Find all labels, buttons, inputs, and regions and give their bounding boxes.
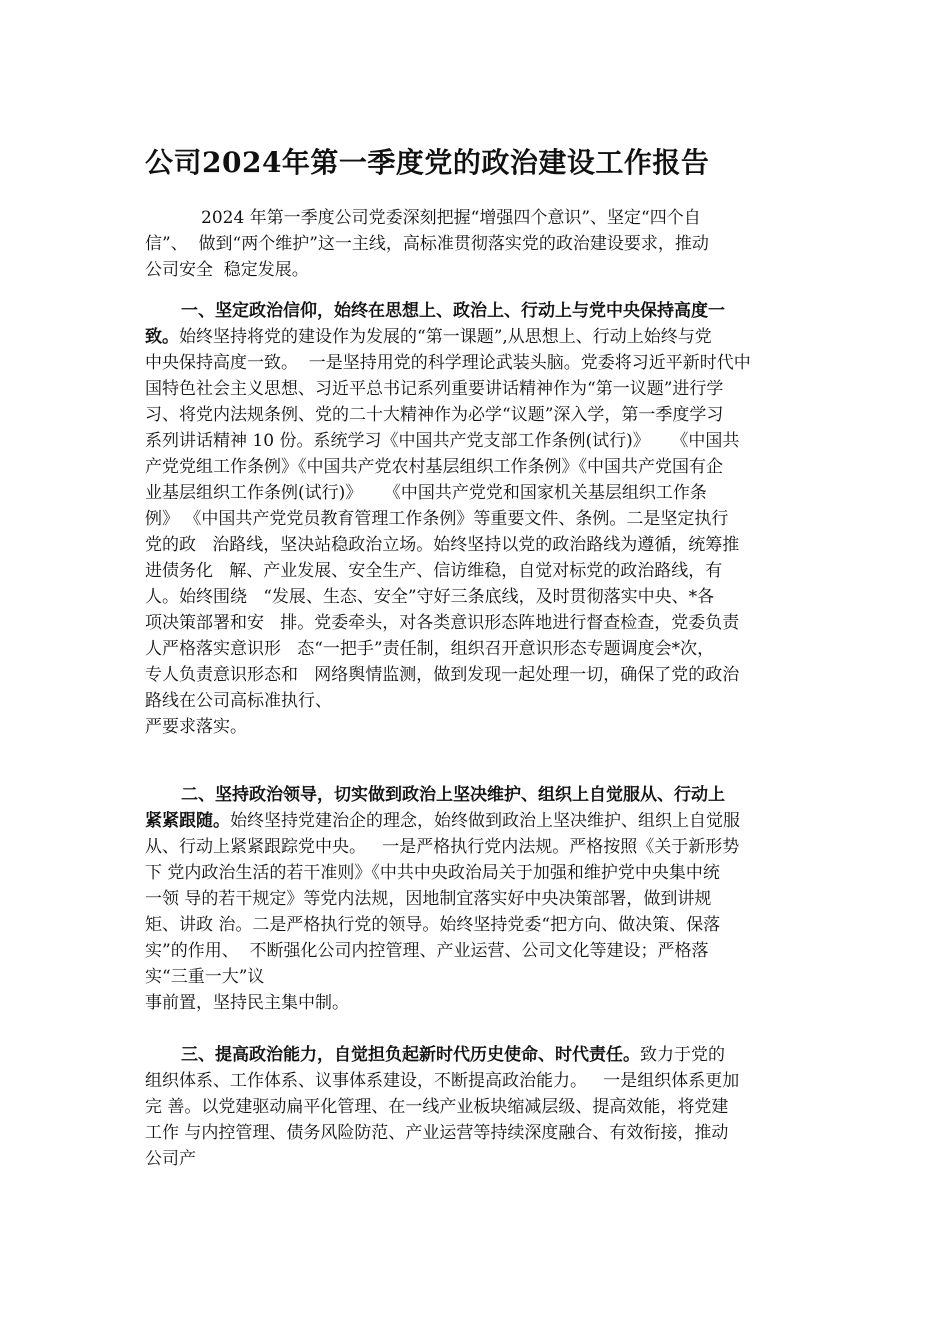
- section-1-line: 系列讲话精神 10 份。系统学习《中国共产党支部工作条例(试行)》 《中国共: [145, 431, 740, 451]
- section-3-heading: 三、提高政治能力，自觉担负起新时代历史使命、时代责任。: [181, 1045, 640, 1065]
- section-1-line: 项决策部署和安 排。党委牵头，对各类意识形态阵地进行督查检查，党委负责: [145, 613, 740, 633]
- section-1-line: 进债务化 解、产业发展、安全生产、信访维稳，自觉对标党的政治路线，有: [145, 561, 723, 581]
- section-2-text: 始终坚持党建治企的理念，始终做到政治上坚决维护、组织上自觉服: [230, 811, 740, 831]
- section-2-line: 下 党内政治生活的若干准则》《中共中央政治局关于加强和维护党中央集中统: [145, 863, 720, 883]
- section-2-line: 矩、讲政 治。二是严格执行党的领导。始终坚持党委“把方向、做决策、保落: [145, 915, 721, 935]
- section-3-line: 组织体系、工作体系、议事体系建设，不断提高政治能力。 一是组织体系更加: [145, 1071, 740, 1091]
- section-3-line: 完 善。以党建驱动扁平化管理、在一线产业板块缩减层级、提高效能，将党建: [145, 1097, 729, 1117]
- section-1-line: 习、将党内法规条例、党的二十大精神作为必学“议题”深入学，第一季度学习: [145, 405, 724, 425]
- section-2-line: 一领 导的若干规定》等党内法规，因地制宜落实好中央决策部署，做到讲规: [145, 889, 712, 909]
- section-1-line: 例》 《中国共产党党员教育管理工作条例》等重要文件、条例。二是坚定执行: [145, 509, 729, 529]
- section-1-heading-continued: [145, 324, 805, 350]
- section-1-line: 路线在公司高标准执行、: [145, 691, 332, 711]
- section-1-line: 中央保持高度一致。 一是坚持用党的科学理论武装头脑。党委将习近平新时代中: [145, 353, 751, 373]
- section-2-line: 实“三重一大”议: [145, 967, 265, 987]
- section-2: [145, 782, 805, 1016]
- section-2-heading-continued: [145, 808, 805, 834]
- section-3-line: 公司产: [145, 1149, 196, 1169]
- section-3: [145, 1042, 805, 1172]
- section-2-line: 从、行动上紧紧跟踪党中央。 一是严格执行党内法规。严格按照《关于新形势: [145, 837, 740, 857]
- section-2-heading-end: 紧紧跟随。: [145, 811, 230, 831]
- section-2-line: 事前置，坚持民主集中制。: [145, 993, 349, 1013]
- intro-line: 2024 年第一季度公司党委深刻把握“增强四个意识”、坚定“四个自: [201, 208, 701, 228]
- intro-line: 信”、 做到“两个维护”这一主线，高标准贯彻落实党的政治建设要求，推动: [145, 234, 709, 254]
- section-3-line: 工作 与内控管理、债务风险防范、产业运营等持续深度融合、有效衔接，推动: [145, 1123, 729, 1143]
- section-1-heading: 一、坚定政治信仰，始终在思想上、政治上、行动上与党中央保持高度一: [181, 301, 725, 321]
- section-1-line: 人。始终围绕 “发展、生态、安全”守好三条底线，及时贯彻落实中央、*各: [145, 587, 715, 607]
- document-title: 公司2024年第一季度党的政治建设工作报告: [145, 146, 710, 179]
- section-1-line: 严要求落实。: [145, 717, 247, 737]
- section-1: [145, 298, 805, 740]
- section-3-heading-line: [145, 1042, 805, 1068]
- section-1-text: 始终坚持将党的建设作为发展的“第一课题”,从思想上、行动上始终与党: [179, 327, 712, 347]
- intro-paragraph: [145, 205, 805, 283]
- section-1-line: 人严格落实意识形 态“一把手”责任制，组织召开意识形态专题调度会*次，: [145, 639, 715, 659]
- section-1-line: 党的政 治路线，坚决站稳政治立场。始终坚持以党的政治路线为遵循，统筹推: [145, 535, 740, 555]
- section-1-line: 业基层组织工作条例(试行)》 《中国共产党党和国家机关基层组织工作条: [145, 483, 707, 503]
- section-1-line: 国特色社会主义思想、习近平总书记系列重要讲话精神作为“第一议题”进行学: [145, 379, 724, 399]
- section-3-text: 致力于党的: [640, 1045, 725, 1065]
- intro-line: 公司安全 稳定发展。: [145, 260, 309, 280]
- section-1-heading-end: 致。: [145, 327, 179, 347]
- section-2-heading: 二、坚持政治领导，切实做到政治上坚决维护、组织上自觉服从、行动上: [181, 785, 725, 805]
- section-1-line: 专人负责意识形态和 网络舆情监测，做到发现一起处理一切，确保了党的政治: [145, 665, 740, 685]
- section-2-line: 实”的作用、 不断强化公司内控管理、产业运营、公司文化等建设；严格落: [145, 941, 709, 961]
- section-1-line: 产党党组工作条例》《中国共产党农村基层组织工作条例》《中国共产党国有企: [145, 457, 723, 477]
